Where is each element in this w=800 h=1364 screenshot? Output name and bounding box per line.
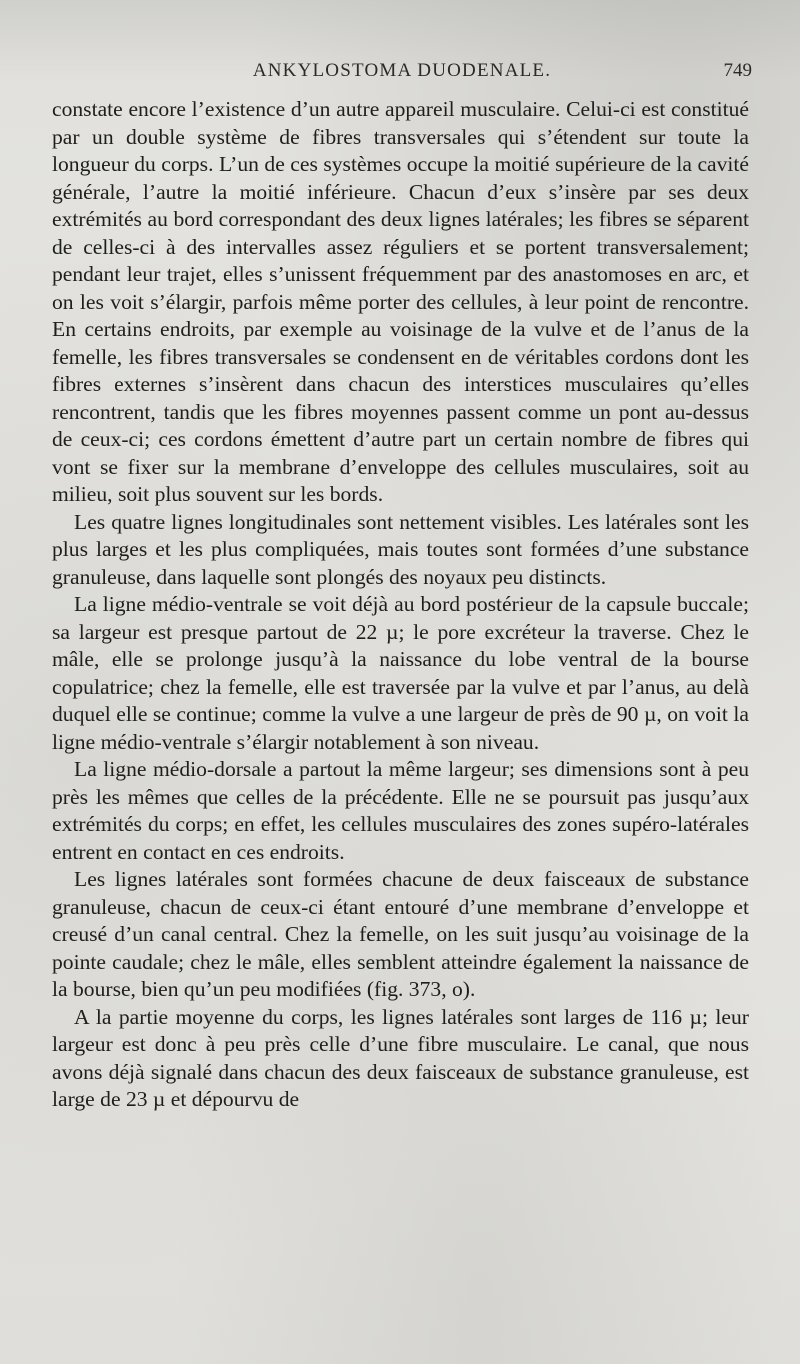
body-text — [52, 96, 749, 1114]
paragraph-medio-dorsal-line: La ligne médio-dorsale a partout la même largeur; ses dimensions sont à peu près les mêmes que celles de la précédente. Elle ne se poursuit pas jusqu’aux extrémités du corps; en effet, les cellules musculaires des zones supéro-latérales entrent en contact en ces endroits. — [52, 757, 749, 864]
paragraph-longitudinal-lines: Les quatre lignes longitudinales sont nettement visibles. Les latérales sont les plus larges et les plus compliquées, mais toutes sont formées d’une substance granuleuse, dans laquelle sont plongés des noyaux peu distincts. — [52, 509, 749, 589]
paragraph-lateral-lines: Les lignes latérales sont formées chacune de deux faisceaux de substance granuleuse, chacun de ceux-ci étant entouré d’une membrane d’enveloppe et creusé d’un canal central. Chez la femelle, on les suit jusqu’au voisinage de la pointe caudale; chez le mâle, elles semblent atteindre également la naissance de la bourse, bien qu’un peu modifiées (fig. 373, o). — [52, 867, 749, 1001]
paragraph-medio-ventral-line: La ligne médio-ventrale se voit déjà au bord postérieur de la capsule buccale; sa largeur est presque partout de 22 µ; le pore excréteur la traverse. Chez le mâle, elle se prolonge jusqu’à la naissance du lobe ventral de la bourse copulatrice; chez la femelle, elle est traversée par la vulve et par l’anus, au delà duquel elle se continue; comme la vulve a une largeur de près de 90 µ, on voit la ligne médio-ventrale s’élargir notablement à son niveau. — [52, 592, 749, 754]
page-header — [52, 60, 752, 90]
paragraph-transverse-fibres: constate encore l’existence d’un autre appareil musculaire. Celui-ci est constitué par un double système de fibres transversales qui s’étendent sur toute la longueur du corps. L’un de ces systèmes occupe la moitié supérieure de la cavité générale, l’autre la moitié inférieure. Chacun d’eux s’insère par ses deux extrémités au bord correspondant des deux lignes latérales; les fibres se séparent de celles-ci à des intervalles assez réguliers et se portent transversalement; pendant leur trajet, elles s’unissent fréquemment par des anastomoses en arc, et on les voit s’élargir, parfois même porter des cellules, à leur point de rencontre. En certains endroits, par exemple au voisinage de la vulve et de l’anus de la femelle, les fibres transversales se condensent en de véritables cordons dont les fibres externes s’insèrent dans chacun des interstices musculaires qu’elles rencontrent, tandis que les fibres moyennes passent comme un pont au-dessus de ceux-ci; ces cordons émettent d’autre part un certain nombre de fibres qui vont se fixer sur la membrane d’enveloppe des cellules musculaires, soit au milieu, soit plus souvent sur les bords. — [52, 97, 749, 506]
page-number: 749 — [723, 60, 752, 81]
running-title: ANKYLOSTOMA DUODENALE. — [252, 60, 552, 81]
paragraph-lateral-width: A la partie moyenne du corps, les lignes latérales sont larges de 116 µ; leur largeur est donc à peu près celle d’une fibre musculaire. Le canal, que nous avons déjà signalé dans chacun des deux faisceaux de substance granuleuse, est large de 23 µ et dépourvu de — [52, 1004, 749, 1111]
